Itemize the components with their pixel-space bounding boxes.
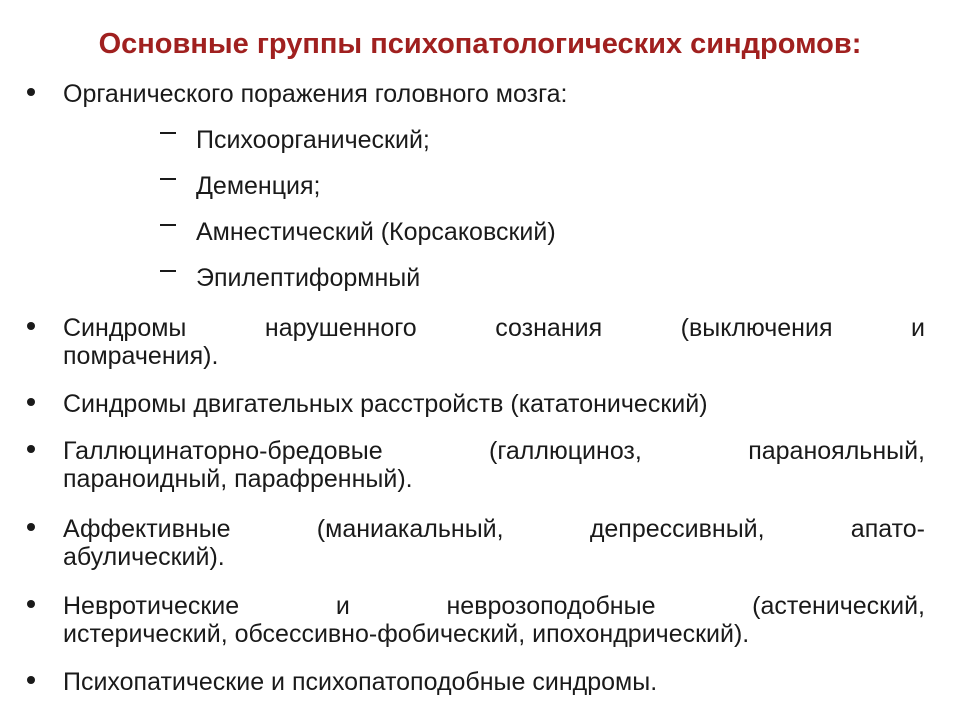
bullet-text: Синдромы двигательных расстройств (кататонический) (63, 390, 708, 418)
dash-icon (160, 270, 176, 272)
bullet-dot-icon (27, 398, 35, 406)
bullet-text-block (63, 437, 925, 493)
sub-item-text: Деменция; (196, 172, 321, 200)
bullet-text-line2: параноидный, парафренный). (63, 465, 413, 493)
bullet-dot-icon (27, 445, 35, 453)
dash-icon (160, 178, 176, 180)
slide-title: Основные группы психопатологических синдромов: (98, 28, 862, 60)
sub-item-text: Амнестический (Корсаковский) (196, 218, 556, 246)
dash-icon (160, 132, 176, 134)
bullet-text: Психопатические и психопатоподобные синдромы. (63, 668, 658, 696)
bullet-dot-icon (27, 322, 35, 330)
bullet-dot-icon (27, 88, 35, 96)
sub-item-text: Эпилептиформный (196, 264, 421, 292)
bullet-text-block (63, 592, 925, 648)
bullet-dot-icon (27, 523, 35, 531)
bullet-text-line1: Аффективные (маниакальный, депрессивный, апато- (63, 515, 925, 543)
dash-icon (160, 224, 176, 226)
bullet-text: Органического поражения головного мозга: (63, 80, 568, 108)
bullet-text-line1: Галлюцинаторно-бредовые (галлюциноз, паранояльный, (63, 437, 925, 465)
bullet-text-line1: Синдромы нарушенного сознания (выключения и (63, 314, 925, 342)
bullet-text-line2: абулический). (63, 543, 225, 571)
bullet-dot-icon (27, 676, 35, 684)
bullet-text-line2: помрачения). (63, 342, 219, 370)
bullet-dot-icon (27, 600, 35, 608)
bullet-text-line1: Невротические и неврозоподобные (астенический, (63, 592, 925, 620)
bullet-text-block (63, 515, 925, 571)
bullet-text-line2: истерический, обсессивно-фобический, ипохондрический). (63, 620, 750, 648)
sub-item-text: Психоорганический; (196, 126, 430, 154)
bullet-text-block (63, 314, 925, 370)
